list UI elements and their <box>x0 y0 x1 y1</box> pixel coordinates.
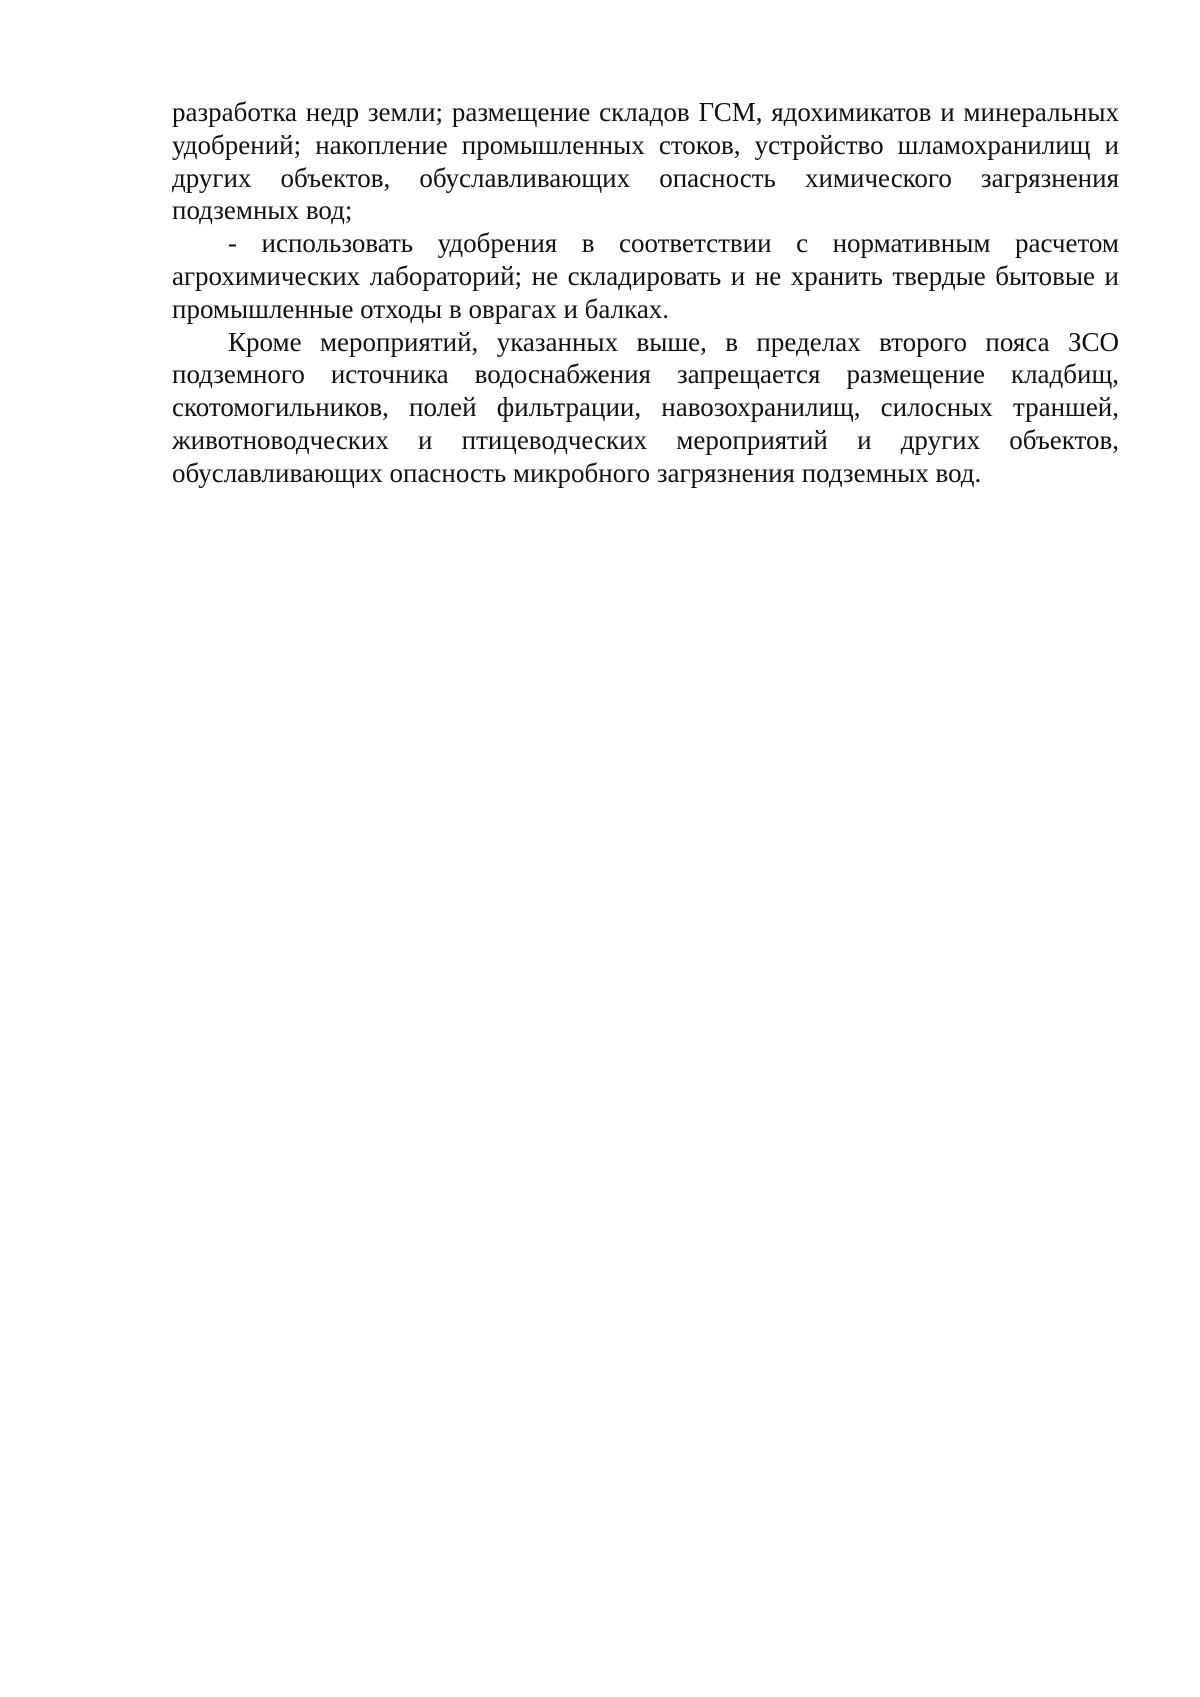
document-body <box>172 96 1119 490</box>
paragraph-continuation: разработка недр земли; размещение складов ГСМ, ядохимикатов и минеральных удобрений; накопление промышленных стоков, устройство шламохранилищ и других объектов, обуславливающих опасность химического загрязнения подземных вод; <box>172 97 1119 226</box>
paragraph-zone-two-prohibitions: Кроме мероприятий, указанных выше, в пределах второго пояса ЗСО подземного источника водоснабжения запрещается размещение кладбищ, скотомогильников, полей фильтрации, навозохранилищ, силосных траншей, животноводческих и птицеводческих мероприятий и других объектов, обуславливающих опасность микробного загрязнения подземных вод. <box>172 326 1119 488</box>
paragraph-fertilizer-rule: - использовать удобрения в соответствии с нормативным расчетом агрохимических лабораторий; не складировать и не хранить твердые бытовые и промышленные отходы в оврагах и балках. <box>172 228 1119 324</box>
